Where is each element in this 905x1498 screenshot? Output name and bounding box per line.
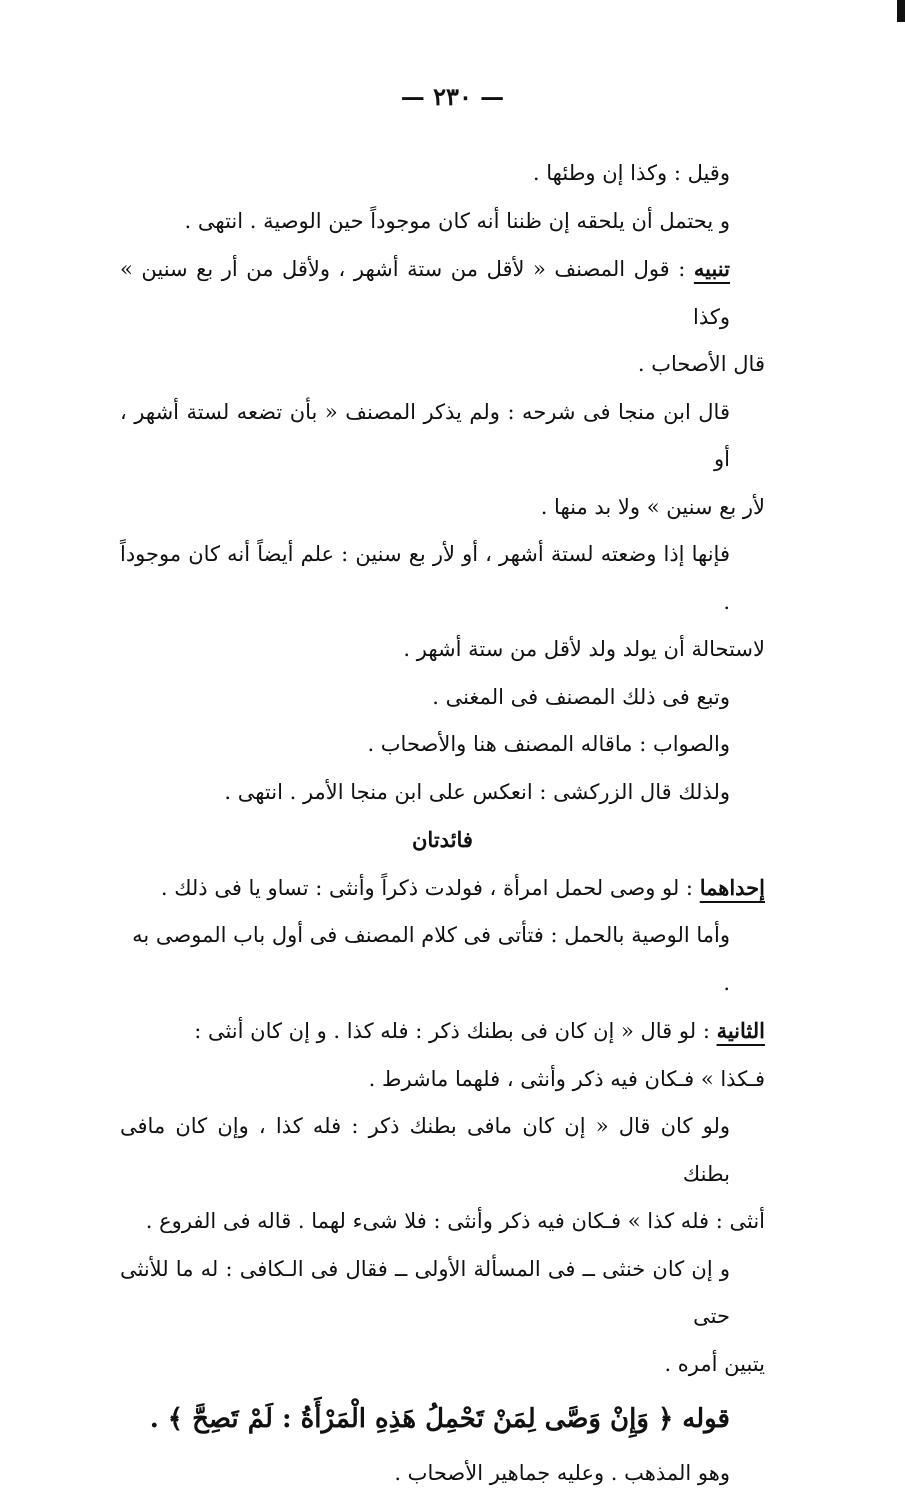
text-span: : قول المصنف « لأقل من ستة أشهر ، ولأقل من أر بع سنين » وكذا xyxy=(120,257,730,329)
text-line: وتبع فى ذلك المصنف فى المغنى . xyxy=(432,684,730,709)
text-line: يتبين أمره . xyxy=(664,1351,765,1376)
quote-lead: قوله xyxy=(682,1404,730,1434)
text-line: لاستحالة أن يولد ولد لأقل من ستة أشهر . xyxy=(403,637,765,661)
text-line: قال ابن منجا فى شرحه : ولم يذكر المصنف « بأن تضعه لستة أشهر ، أو xyxy=(120,399,730,471)
text-line: لأر بع سنين » ولا بد منها . xyxy=(540,494,765,519)
text-line: قال الأصحاب . xyxy=(637,352,765,376)
text-line: والصواب : ماقاله المصنف هنا والأصحاب . xyxy=(367,732,730,756)
section-heading: فائدتان xyxy=(412,827,473,852)
text-line: فـكذا » فـكان فيه ذكر وأنثى ، فلهما ماشرط . xyxy=(368,1066,765,1091)
page-body xyxy=(120,150,765,1498)
text-line xyxy=(120,245,765,341)
text-span: : لو قال « إن كان فى بطنك ذكر : فله كذا . و إن كان أنثى : xyxy=(194,1019,710,1043)
text-line xyxy=(120,864,765,913)
text-line: و يحتمل أن يلحقه إن ظننا أنه كان موجوداً حين الوصية . انتهى . xyxy=(184,208,730,233)
note-lead: تنبيه xyxy=(693,256,730,281)
text-line: وأما الوصية بالحمل : فتأتى فى كلام المصنف فى أول باب الموصى به . xyxy=(132,923,730,995)
text-line: ولذلك قال الزركشى : انعكس على ابن منجا الأمر . انتهى . xyxy=(224,779,730,804)
quoted-text-line xyxy=(120,1388,765,1450)
note-lead: إحداهما xyxy=(699,874,765,900)
text-line: وهو المذهب . وعليه جماهير الأصحاب . xyxy=(394,1461,730,1485)
quran-quote: ﴿ وَإِنْ وَصَّى لِمَنْ تَحْمِلُ هَذِهِ الْمَرْأَةُ : لَمْ تَصِحَّ ﴾ . xyxy=(149,1404,674,1434)
text-line: أنثى : فله كذا » فـكان فيه ذكر وأنثى : فلا شىء لهما . قاله فى الفروع . xyxy=(145,1209,765,1233)
text-line: ولو كان قال « إن كان مافى بطنك ذكر : فله كذا ، وإن كان مافى بطنك xyxy=(120,1114,730,1186)
text-line: و إن كان خنثى ــ فى المسألة الأولى ــ فقال فى الـكافى : له ما للأنثى حتى xyxy=(120,1256,730,1328)
text-line xyxy=(120,1007,765,1056)
text-line: فإنها إذا وضعته لستة أشهر ، أو لأر بع سنين : علم أيضاً أنه كان موجوداً . xyxy=(120,542,730,614)
note-lead: الثانية xyxy=(716,1018,765,1043)
page-number: — ٢٣٠ — xyxy=(400,82,505,111)
scan-edge-mark xyxy=(897,0,905,22)
text-line: وقيل : وكذا إن وطئها . xyxy=(532,161,730,185)
text-span: : لو وصى لحمل امرأة ، فولدت ذكراً وأنثى : تساو يا فى ذلك . xyxy=(160,875,694,900)
